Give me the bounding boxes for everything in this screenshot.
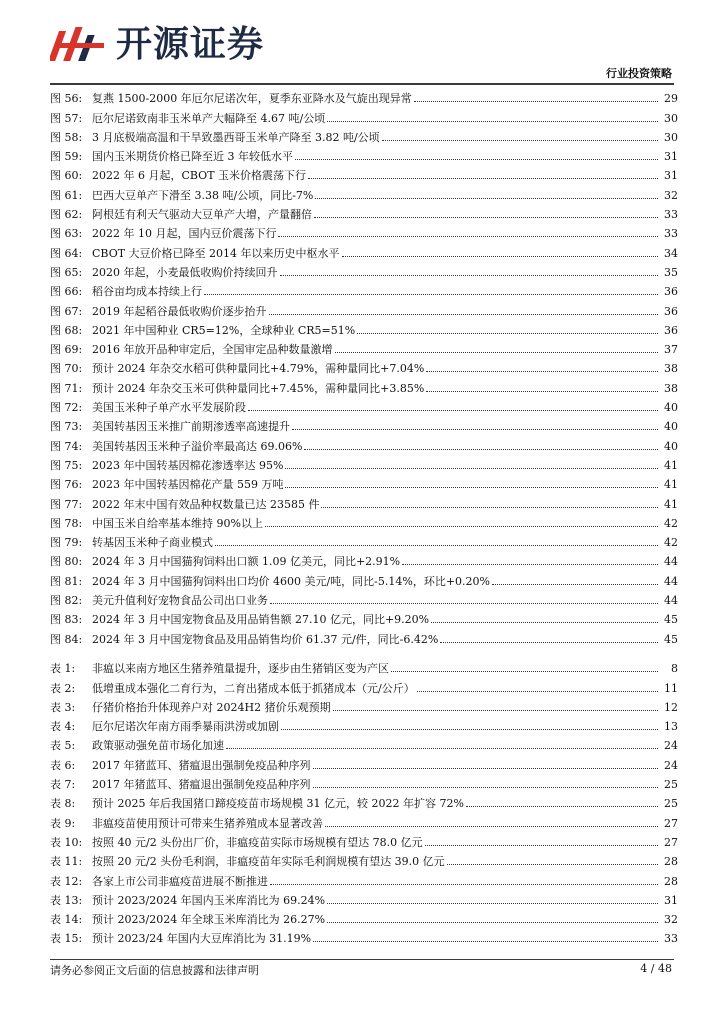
toc-label: 图 73: [50, 420, 83, 434]
toc-label: 图 72: [50, 401, 83, 415]
toc-title: 2024 年 3 月中国猫狗饲料出口均价 4600 美元/吨，同比-5.14%，环比+0.20% [92, 574, 490, 588]
toc-label: 图 76: [50, 478, 83, 492]
toc-title: CBOT 大豆价格已降至 2014 年以来历史中枢水平 [92, 246, 340, 260]
toc-page-number: 34 [664, 246, 678, 260]
toc-page-number: 37 [664, 343, 678, 357]
toc-leader-dots [292, 429, 658, 430]
figure-toc-entry[interactable] [50, 221, 678, 240]
toc-leader-dots [308, 178, 658, 179]
toc-label: 图 64: [50, 246, 83, 260]
company-name: 开源证券 [116, 24, 265, 65]
toc-leader-dots [321, 507, 658, 508]
figure-toc-entry[interactable] [50, 433, 678, 452]
toc-leader-dots [204, 294, 658, 295]
toc-title: 稻谷亩均成本持续上行 [92, 285, 202, 299]
toc-label: 图 71: [50, 381, 83, 395]
toc-page-number: 44 [664, 555, 678, 569]
figure-toc-entry[interactable] [50, 511, 678, 530]
toc-leader-dots [342, 256, 658, 257]
toc-title: 2023 年中国转基因棉花产量 559 万吨 [92, 478, 284, 492]
toc-label: 图 61: [50, 188, 83, 202]
toc-leader-dots [313, 768, 659, 769]
toc-leader-dots [492, 584, 658, 585]
toc-title: 2016 年放开品种审定后，全国审定品种数量激增 [92, 343, 333, 357]
toc-leader-dots [417, 691, 658, 692]
toc-page-number: 36 [664, 285, 678, 299]
toc-leader-dots [447, 864, 658, 865]
toc-page-number: 38 [664, 362, 678, 376]
figure-list [50, 86, 678, 646]
toc-title: 美国转基因玉米推广前期渗透率高速提升 [92, 420, 290, 434]
toc-leader-dots [270, 603, 658, 604]
toc-page-number: 33 [664, 932, 678, 946]
toc-page-number: 36 [664, 304, 678, 318]
toc-title: 2024 年 3 月中国宠物食品及用品销售均价 61.37 元/件，同比-6.42% [92, 632, 439, 646]
toc-page-number: 32 [664, 913, 678, 927]
toc-title: 2017 年猪蓝耳、猪瘟退出强制免疫品种序列 [92, 778, 311, 792]
toc-label: 图 79: [50, 536, 83, 550]
toc-label: 图 57: [50, 111, 83, 125]
toc-label: 表 3: [50, 700, 76, 714]
toc-title: 中国玉米自给率基本维持 90%以上 [92, 516, 263, 530]
report-type: 行业投资策略 [606, 67, 672, 80]
toc-title: 阿根廷有利天气驱动大豆单产大增，产量翻倍 [92, 208, 312, 222]
toc-label: 表 13: [50, 893, 83, 907]
toc-title: 美国转基因玉米种子溢价率最高达 69.06% [92, 439, 303, 453]
toc-label: 表 5: [50, 739, 76, 753]
toc-page-number: 24 [664, 739, 678, 753]
toc-page-number: 29 [664, 92, 678, 106]
toc-leader-dots [313, 787, 659, 788]
toc-label: 表 10: [50, 835, 83, 849]
figure-toc-entry[interactable] [50, 125, 678, 144]
table-toc-entry[interactable] [50, 868, 678, 887]
toc-label: 图 60: [50, 169, 83, 183]
toc-leader-dots [327, 922, 658, 923]
table-toc-entry[interactable] [50, 810, 678, 829]
toc-page-number: 40 [664, 420, 678, 434]
figure-toc-entry[interactable] [50, 375, 678, 394]
toc-leader-dots [440, 642, 658, 643]
toc-page-number: 32 [664, 188, 678, 202]
toc-page-number: 12 [664, 700, 678, 714]
figure-toc-entry[interactable] [50, 414, 678, 433]
toc-page-number: 27 [664, 835, 678, 849]
toc-label: 图 66: [50, 285, 83, 299]
toc-label: 图 77: [50, 497, 83, 511]
toc-leader-dots [357, 333, 658, 334]
table-list [50, 656, 678, 945]
toc-page-number: 30 [664, 111, 678, 125]
page-number: 4 / 48 [640, 962, 672, 975]
toc-title: 政策驱动强免苗市场化加速 [92, 739, 224, 753]
toc-leader-dots [425, 845, 658, 846]
toc-leader-dots [414, 101, 658, 102]
toc-title: 复燕 1500-2000 年厄尔尼诺次年，夏季东亚降水及气旋出现异常 [92, 92, 412, 106]
toc-title: 2022 年 10 月起，国内豆价震荡下行 [92, 227, 277, 241]
toc-title: 2019 年起稻谷最低收购价逐步抬升 [92, 304, 267, 318]
table-toc-entry[interactable] [50, 772, 678, 791]
toc-label: 表 11: [50, 855, 83, 869]
toc-leader-dots [335, 352, 659, 353]
figure-toc-entry[interactable] [50, 626, 678, 645]
figure-toc-entry[interactable] [50, 298, 678, 317]
toc-label: 图 59: [50, 150, 83, 164]
toc-page-number: 36 [664, 323, 678, 337]
toc-title: 2022 年末中国有效品种权数量已达 23585 件 [92, 497, 320, 511]
toc-title: 2021 年中国种业 CR5=12%，全球种业 CR5=51% [92, 323, 356, 337]
toc-page-number: 11 [664, 681, 678, 695]
toc-leader-dots [333, 710, 658, 711]
table-toc-entry[interactable] [50, 656, 678, 675]
figure-toc-entry[interactable] [50, 202, 678, 221]
figure-toc-entry[interactable] [50, 260, 678, 279]
toc-page-number: 45 [664, 613, 678, 627]
toc-label: 表 14: [50, 913, 83, 927]
toc-page-number: 44 [664, 594, 678, 608]
figure-toc-entry[interactable] [50, 318, 678, 337]
toc-page-number: 30 [664, 130, 678, 144]
toc-leader-dots [226, 748, 658, 749]
toc-title: 预计 2024 年杂交玉米可供种量同比+7.45%，需种量同比+3.85% [92, 381, 425, 395]
toc-leader-dots [215, 545, 658, 546]
toc-label: 图 70: [50, 362, 83, 376]
toc-leader-dots [265, 526, 658, 527]
figure-toc-entry[interactable] [50, 607, 678, 626]
toc-title: 2022 年 6 月起，CBOT 玉米价格震荡下行 [92, 169, 307, 183]
disclaimer-text: 请务必参阅正文后面的信息披露和法律声明 [50, 964, 259, 977]
figure-toc-entry[interactable] [50, 337, 678, 356]
toc-label: 图 56: [50, 92, 83, 106]
toc-leader-dots [270, 884, 658, 885]
toc-title: 3 月底极端高温和干旱致墨西哥玉米单产降至 3.82 吨/公顷 [92, 130, 380, 144]
table-toc-entry[interactable] [50, 752, 678, 771]
toc-leader-dots [295, 159, 658, 160]
table-toc-entry[interactable] [50, 907, 678, 926]
toc-leader-dots [466, 806, 658, 807]
toc-title: 2020 年起，小麦最低收购价持续回升 [92, 265, 278, 279]
toc-label: 表 1: [50, 662, 76, 676]
table-toc-entry[interactable] [50, 926, 678, 945]
toc-page-number: 31 [664, 893, 678, 907]
toc-page-number: 44 [664, 574, 678, 588]
toc-label: 表 8: [50, 797, 76, 811]
toc-page-number: 42 [664, 516, 678, 530]
toc-page-number: 41 [664, 497, 678, 511]
toc-label: 表 2: [50, 681, 76, 695]
toc-title: 预计 2023/24 年国内大豆库消比为 31.19% [92, 932, 312, 946]
figure-toc-entry[interactable] [50, 144, 678, 163]
figure-toc-entry[interactable] [50, 588, 678, 607]
toc-leader-dots [280, 275, 659, 276]
figure-toc-entry[interactable] [50, 472, 678, 491]
figure-toc-entry[interactable] [50, 279, 678, 298]
toc-page-number: 38 [664, 381, 678, 395]
toc-title: 各家上市公司非瘟疫苗进展不断推进 [92, 874, 268, 888]
toc-title: 按照 40 元/2 头份出厂价，非瘟疫苗实际市场规模有望达 78.0 亿元 [92, 835, 423, 849]
toc-leader-dots [402, 564, 658, 565]
figure-toc-entry[interactable] [50, 491, 678, 510]
table-toc-entry[interactable] [50, 830, 678, 849]
toc-page-number: 13 [664, 720, 678, 734]
toc-title: 2017 年猪蓝耳、猪瘟退出强制免疫品种序列 [92, 758, 311, 772]
figure-toc-entry[interactable] [50, 530, 678, 549]
toc-page-number: 28 [664, 874, 678, 888]
toc-leader-dots [285, 468, 658, 469]
toc-label: 图 78: [50, 516, 83, 530]
figure-toc-entry[interactable] [50, 356, 678, 375]
toc-label: 表 4: [50, 720, 76, 734]
toc-title: 厄尔尼诺致南非玉米单产大幅降至 4.67 吨/公顷 [92, 111, 326, 125]
toc-page-number: 33 [664, 208, 678, 222]
toc-label: 图 81: [50, 574, 83, 588]
toc-title: 按照 20 元/2 头份毛利润，非瘟疫苗年实际毛利润规模有望达 39.0 亿元 [92, 855, 445, 869]
toc-label: 图 58: [50, 130, 83, 144]
toc-title: 巴西大豆单产下滑至 3.38 吨/公顷，同比-7% [92, 188, 314, 202]
toc-label: 图 65: [50, 265, 83, 279]
toc-leader-dots [327, 903, 658, 904]
toc-title: 预计 2024 年杂交水稻可供种量同比+4.79%，需种量同比+7.04% [92, 362, 425, 376]
toc-label: 图 62: [50, 208, 83, 222]
company-logo [50, 20, 264, 70]
figure-toc-entry[interactable] [50, 163, 678, 182]
toc-title: 仔猪价格抬升体现养户对 2024H2 猪价乐观预期 [92, 700, 331, 714]
footer-divider [50, 959, 674, 960]
toc-label: 表 6: [50, 758, 76, 772]
figure-toc-entry[interactable] [50, 395, 678, 414]
toc-title: 非瘟疫苗使用预计可带来生猪养殖成本显著改善 [92, 816, 323, 830]
table-toc-entry[interactable] [50, 849, 678, 868]
toc-label: 表 15: [50, 932, 83, 946]
toc-label: 图 63: [50, 227, 83, 241]
toc-label: 表 7: [50, 778, 76, 792]
toc-title: 美元升值利好宠物食品公司出口业务 [92, 594, 268, 608]
toc-page-number: 45 [664, 632, 678, 646]
toc-title: 预计 2023/2024 年全球玉米库消比为 26.27% [92, 913, 326, 927]
toc-label: 图 74: [50, 439, 83, 453]
toc-page-number: 24 [664, 758, 678, 772]
toc-page-number: 42 [664, 536, 678, 550]
toc-label: 表 9: [50, 816, 76, 830]
toc-title: 厄尔尼诺次年南方雨季暴雨洪涝或加剧 [92, 720, 279, 734]
toc-title: 2023 年中国转基因棉花渗透率达 95% [92, 458, 284, 472]
figure-toc-entry[interactable] [50, 182, 678, 201]
figure-toc-entry[interactable] [50, 86, 678, 105]
toc-leader-dots [281, 729, 658, 730]
header-divider [50, 83, 674, 85]
table-toc-entry[interactable] [50, 714, 678, 733]
toc-label: 图 67: [50, 304, 83, 318]
toc-page-number: 31 [664, 150, 678, 164]
toc-label: 图 82: [50, 594, 83, 608]
toc-title: 非瘟以来南方地区生猪养殖量提升，逐步由生猪销区变为产区 [92, 662, 389, 676]
toc-leader-dots [327, 121, 658, 122]
toc-leader-dots [382, 140, 658, 141]
toc-leader-dots [285, 487, 658, 488]
toc-page-number: 27 [664, 816, 678, 830]
toc-page-number: 35 [664, 265, 678, 279]
toc-label: 图 84: [50, 632, 83, 646]
table-toc-entry[interactable] [50, 695, 678, 714]
toc-leader-dots [325, 826, 658, 827]
toc-title: 预计 2023/2024 年国内玉米库消比为 69.24% [92, 893, 326, 907]
toc-page-number: 40 [664, 439, 678, 453]
toc-leader-dots [313, 941, 658, 942]
figure-toc-entry[interactable] [50, 549, 678, 568]
toc-label: 图 75: [50, 458, 83, 472]
table-toc-entry[interactable] [50, 791, 678, 810]
toc-leader-dots [426, 371, 658, 372]
toc-label: 图 68: [50, 323, 83, 337]
toc-page-number: 33 [664, 227, 678, 241]
toc-leader-dots [269, 314, 659, 315]
toc-page-number: 28 [664, 855, 678, 869]
toc-leader-dots [304, 449, 658, 450]
toc-page-number: 8 [671, 662, 678, 676]
figure-toc-entry[interactable] [50, 105, 678, 124]
toc-title: 低增重成本强化二育行为，二育出猪成本低于抓猪成本（元/公斤） [92, 681, 415, 695]
figure-toc-entry[interactable] [50, 453, 678, 472]
toc-page-number: 25 [664, 797, 678, 811]
toc-leader-dots [391, 671, 658, 672]
toc-label: 图 83: [50, 613, 83, 627]
toc-leader-dots [278, 236, 658, 237]
toc-page-number: 41 [664, 478, 678, 492]
kaiyuan-logo-icon [50, 23, 110, 67]
table-toc-entry[interactable] [50, 888, 678, 907]
toc-title: 2024 年 3 月中国宠物食品及用品销售额 27.10 亿元，同比+9.20% [92, 613, 430, 627]
toc-leader-dots [426, 391, 658, 392]
toc-page-number: 31 [664, 169, 678, 183]
toc-leader-dots [314, 217, 658, 218]
toc-page-number: 25 [664, 778, 678, 792]
toc-label: 图 69: [50, 343, 83, 357]
toc-title: 预计 2025 年后我国猪口蹄疫疫苗市场规模 31 亿元，较 2022 年扩容 72% [92, 797, 464, 811]
figure-toc-entry[interactable] [50, 568, 678, 587]
table-toc-entry[interactable] [50, 675, 678, 694]
figure-toc-entry[interactable] [50, 240, 678, 259]
toc-title: 美国玉米种子单产水平发展阶段 [92, 401, 246, 415]
toc-page-number: 40 [664, 401, 678, 415]
toc-title: 2024 年 3 月中国猫狗饲料出口额 1.09 亿美元，同比+2.91% [92, 555, 401, 569]
toc-title: 转基因玉米种子商业模式 [92, 536, 213, 550]
table-toc-entry[interactable] [50, 733, 678, 752]
toc-leader-dots [431, 622, 658, 623]
toc-label: 图 80: [50, 555, 83, 569]
toc-leader-dots [248, 410, 658, 411]
toc-label: 表 12: [50, 874, 83, 888]
toc-title: 国内玉米期货价格已降至近 3 年较低水平 [92, 150, 293, 164]
toc-page-number: 41 [664, 458, 678, 472]
toc-leader-dots [315, 198, 658, 199]
